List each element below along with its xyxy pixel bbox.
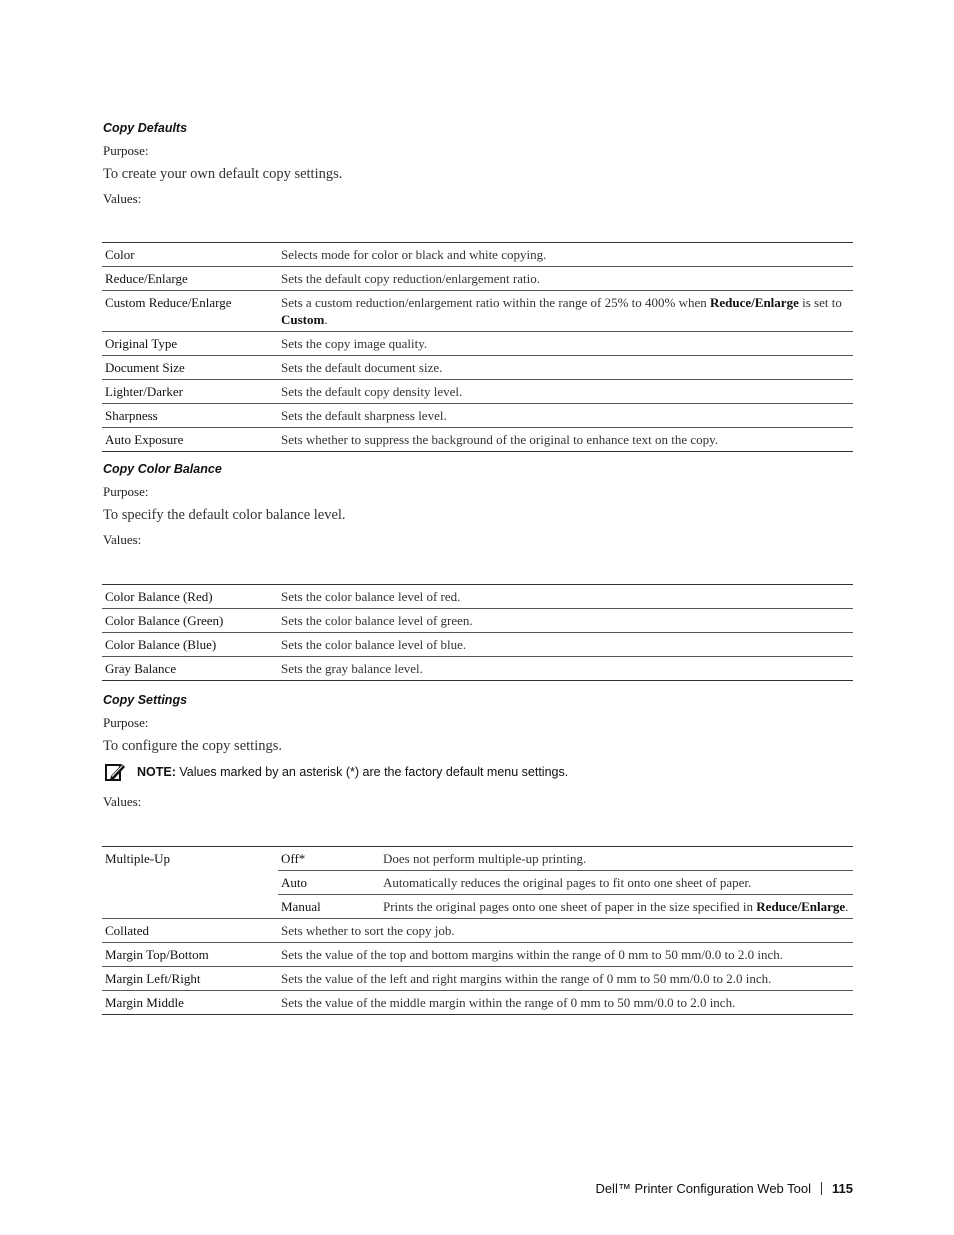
- purpose-text: To specify the default color balance level.: [103, 507, 346, 523]
- setting-name: Collated: [102, 919, 278, 943]
- table-row: [102, 991, 853, 1015]
- setting-name: Margin Middle: [102, 991, 278, 1015]
- desc-text: Prints the original pages onto one sheet of paper in the size specified in: [383, 899, 757, 914]
- note-body: Values marked by an asterisk (*) are the factory default menu settings.: [175, 765, 569, 779]
- option-value: Manual: [278, 895, 380, 919]
- copy-settings-table: [102, 846, 853, 1015]
- footer-title: Dell™ Printer Configuration Web Tool: [595, 1181, 812, 1196]
- values-label: Values:: [103, 191, 142, 206]
- setting-name: Sharpness: [102, 404, 278, 428]
- table-row: [102, 332, 853, 356]
- setting-description: Sets the value of the top and bottom margins within the range of 0 mm to 50 mm/0.0 to 2.0 inch.: [278, 943, 853, 967]
- table-row: [102, 356, 853, 380]
- setting-description: Sets the default copy density level.: [278, 380, 853, 404]
- section-title-copy-defaults: Copy Defaults: [103, 121, 188, 135]
- desc-text: .: [324, 312, 328, 327]
- setting-name: Multiple-Up: [102, 847, 278, 871]
- setting-name: Lighter/Darker: [102, 380, 278, 404]
- section-title-copy-settings: Copy Settings: [103, 693, 188, 707]
- option-value: Auto: [278, 871, 380, 895]
- table-row: [102, 919, 853, 943]
- setting-name: Original Type: [102, 332, 278, 356]
- copy-color-balance-table: [102, 584, 853, 681]
- section-title-copy-color-balance: Copy Color Balance: [103, 462, 222, 476]
- table-row: [102, 428, 853, 452]
- setting-description: Sets the color balance level of green.: [278, 609, 853, 633]
- setting-name: Color Balance (Red): [102, 585, 278, 609]
- desc-bold-term: Custom: [281, 312, 325, 327]
- note-label: NOTE:: [137, 765, 176, 779]
- purpose-label: Purpose:: [103, 484, 149, 499]
- setting-description: Sets whether to suppress the background of the original to enhance text on the copy.: [278, 428, 853, 452]
- table-row: [102, 585, 853, 609]
- table-row: [102, 380, 853, 404]
- option-description: [380, 895, 853, 919]
- page-footer: [595, 1181, 853, 1196]
- desc-text: is set to: [798, 295, 842, 310]
- setting-name: Custom Reduce/Enlarge: [102, 291, 278, 332]
- table-row: [102, 633, 853, 657]
- setting-name: Color Balance (Green): [102, 609, 278, 633]
- table-row: [102, 243, 853, 267]
- setting-description: Sets the default sharpness level.: [278, 404, 853, 428]
- setting-description: Sets whether to sort the copy job.: [278, 919, 853, 943]
- setting-description: Sets the copy image quality.: [278, 332, 853, 356]
- table-row: [102, 847, 853, 871]
- values-label: Values:: [103, 794, 142, 809]
- note-callout: [103, 762, 853, 784]
- setting-name: Color Balance (Blue): [102, 633, 278, 657]
- desc-text: .: [845, 899, 849, 914]
- table-row: [102, 404, 853, 428]
- setting-name: Reduce/Enlarge: [102, 267, 278, 291]
- table-row: [102, 609, 853, 633]
- purpose-label: Purpose:: [103, 715, 149, 730]
- copy-defaults-table: [102, 242, 853, 452]
- setting-description: Selects mode for color or black and white copying.: [278, 243, 853, 267]
- desc-bold-term: Reduce/Enlarge: [710, 295, 799, 310]
- table-row: [102, 871, 853, 895]
- footer-divider: [821, 1182, 822, 1195]
- setting-name: Margin Left/Right: [102, 967, 278, 991]
- setting-description: Sets the gray balance level.: [278, 657, 853, 681]
- purpose-label: Purpose:: [103, 143, 149, 158]
- setting-name: Color: [102, 243, 278, 267]
- table-row: [102, 657, 853, 681]
- setting-name: Margin Top/Bottom: [102, 943, 278, 967]
- values-label: Values:: [103, 532, 142, 547]
- setting-description: Sets the value of the left and right margins within the range of 0 mm to 50 mm/0.0 to 2.0 inch.: [278, 967, 853, 991]
- option-value: Off*: [278, 847, 380, 871]
- table-row: [102, 943, 853, 967]
- page-number: 115: [832, 1181, 853, 1196]
- purpose-text: To configure the copy settings.: [103, 738, 282, 754]
- setting-name: Auto Exposure: [102, 428, 278, 452]
- pencil-note-icon: [105, 762, 127, 782]
- table-row: [102, 291, 853, 332]
- purpose-text: To create your own default copy settings.: [103, 166, 343, 182]
- desc-text: Sets a custom reduction/enlargement ratio within the range of 25% to 400% when: [281, 295, 711, 310]
- setting-name: Gray Balance: [102, 657, 278, 681]
- desc-bold-term: Reduce/Enlarge: [756, 899, 846, 914]
- empty-cell: [102, 895, 278, 919]
- table-row: [102, 967, 853, 991]
- setting-description: [278, 291, 853, 332]
- setting-description: Sets the color balance level of red.: [278, 585, 853, 609]
- setting-description: Sets the color balance level of blue.: [278, 633, 853, 657]
- setting-description: Sets the default document size.: [278, 356, 853, 380]
- option-description: Automatically reduces the original pages to fit onto one sheet of paper.: [380, 871, 853, 895]
- note-text: [137, 765, 568, 779]
- setting-description: Sets the value of the middle margin within the range of 0 mm to 50 mm/0.0 to 2.0 inch.: [278, 991, 853, 1015]
- option-description: Does not perform multiple-up printing.: [380, 847, 853, 871]
- table-row: [102, 895, 853, 919]
- table-row: [102, 267, 853, 291]
- setting-name: Document Size: [102, 356, 278, 380]
- empty-cell: [102, 871, 278, 895]
- setting-description: Sets the default copy reduction/enlargement ratio.: [278, 267, 853, 291]
